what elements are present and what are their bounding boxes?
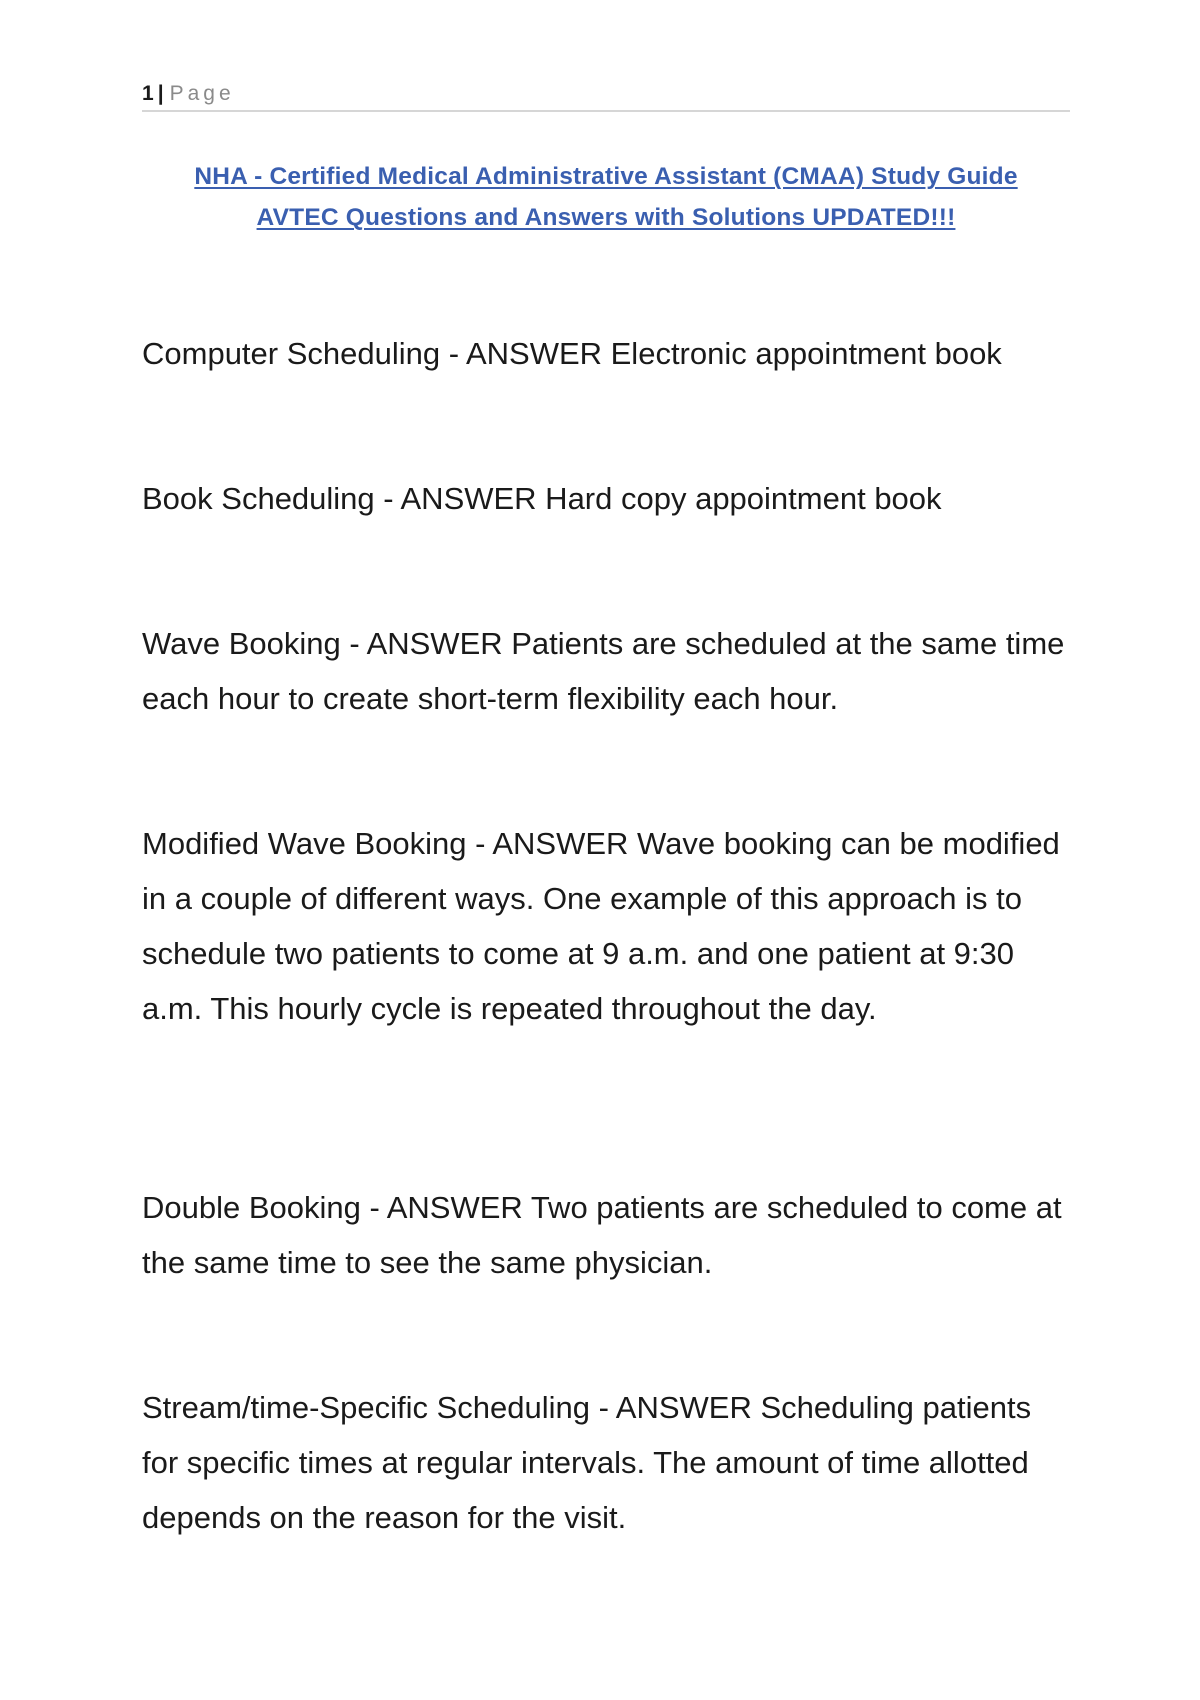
page-header <box>142 80 1070 112</box>
qa-entry-wave-booking: Wave Booking - ANSWER Patients are scheduled at the same time each hour to create short-term flexibility each hour. <box>142 626 1065 716</box>
document-title[interactable] <box>142 156 1070 238</box>
document-title-line-1[interactable]: NHA - Certified Medical Administrative Assistant (CMAA) Study Guide <box>194 163 1018 190</box>
document-title-line-2[interactable]: AVTEC Questions and Answers with Solutions UPDATED!!! <box>256 204 956 231</box>
qa-entry-computer-scheduling: Computer Scheduling - ANSWER Electronic appointment book <box>142 336 1002 371</box>
page-number: 1 <box>142 82 154 105</box>
page-separator: | <box>157 82 164 105</box>
page-label: Page <box>169 82 235 105</box>
qa-entry-modified-wave-booking: Modified Wave Booking - ANSWER Wave booking can be modified in a couple of different ways. One example of this approach is to schedule two patients to come at 9 a.m. and one patient at 9:30 a.m. This hourly cycle is repeated throughout the day. <box>142 826 1060 1026</box>
qa-entry-double-booking: Double Booking - ANSWER Two patients are scheduled to come at the same time to see the same physician. <box>142 1190 1062 1280</box>
qa-entry-book-scheduling: Book Scheduling - ANSWER Hard copy appointment book <box>142 481 942 516</box>
qa-entry-stream-scheduling: Stream/time-Specific Scheduling - ANSWER Scheduling patients for specific times at regular intervals. The amount of time allotted depends on the reason for the visit. <box>142 1390 1032 1535</box>
